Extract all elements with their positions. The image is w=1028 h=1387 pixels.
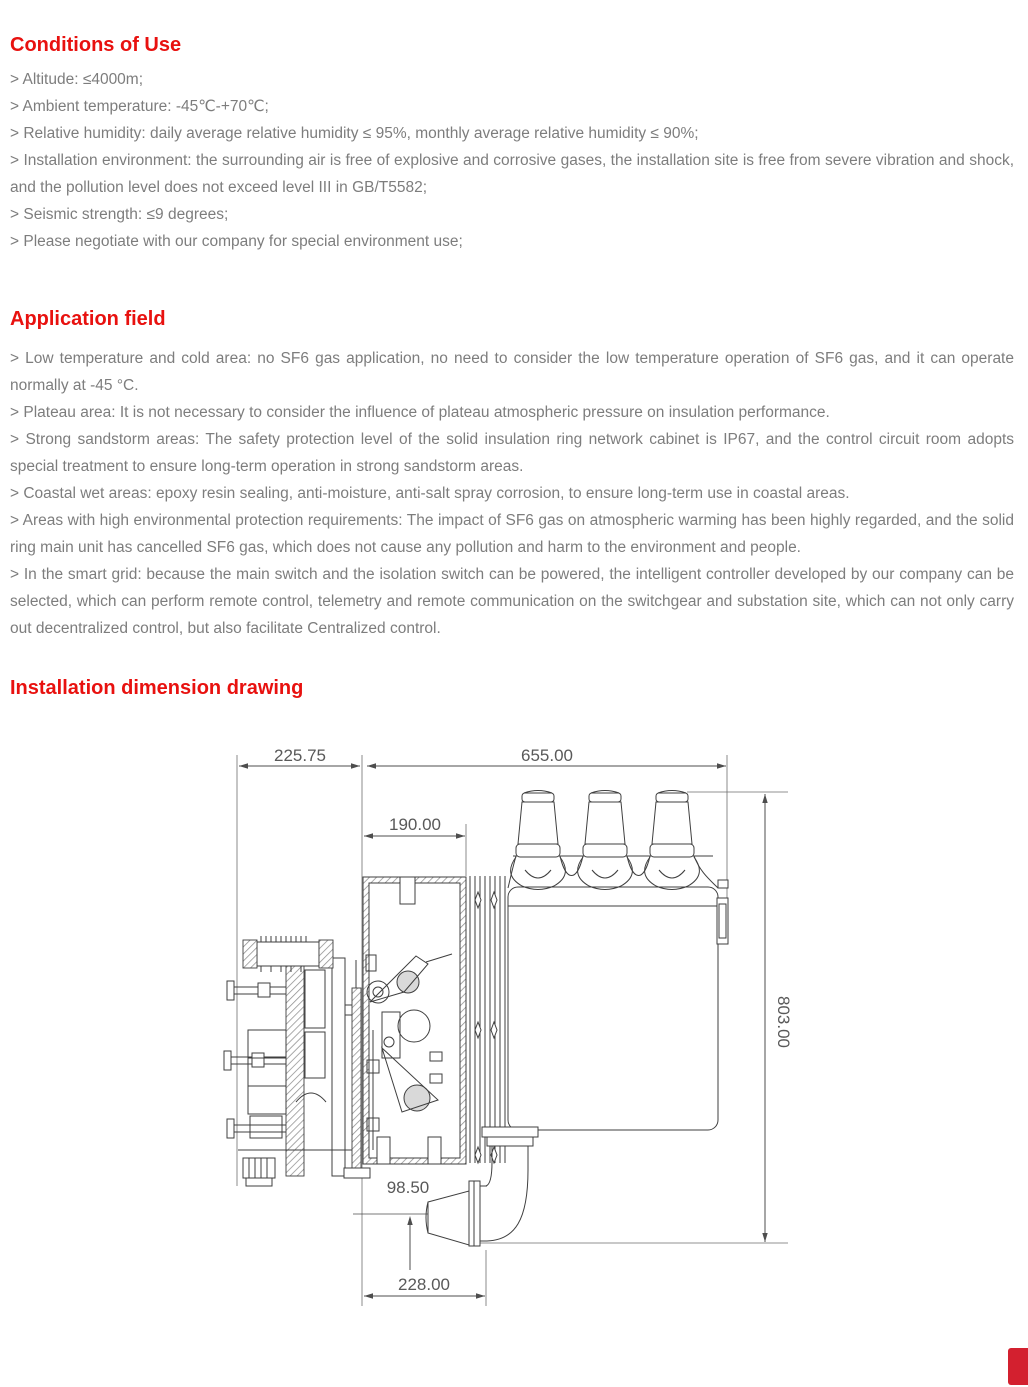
dim-label-655: 655.00 — [521, 746, 573, 765]
paragraph: > Installation environment: the surrounding air is free of explosive and corrosive gases, the installation site is free from severe vibration and shock, and the pollution level does not exceed level III in GB/T5582; — [10, 152, 1014, 196]
dim-label-98: 98.50 — [386, 1178, 430, 1197]
paragraph: > Low temperature and cold area: no SF6 gas application, no need to consider the low temperature operation of SF6 gas, and it can operate normally at -45 °C. — [10, 350, 1014, 394]
section-title-application: Application field — [10, 308, 166, 330]
paragraph: > Strong sandstorm areas: The safety protection level of the solid insulation ring network cabinet is IP67, and the control circuit room adopts special treatment to ensure long-term operation in strong sandstorm areas. — [10, 431, 1014, 475]
dim-label-190: 190.00 — [389, 815, 441, 834]
paragraph: > In the smart grid: because the main switch and the isolation switch can be powered, the intelligent controller developed by our company can be selected, which can perform remote control, telemetry and remote communication on the switchgear and substation site, which can not only carry out decentralized control, but also facilitate Centralized control. — [10, 566, 1014, 637]
section-title-installation: Installation dimension drawing — [10, 677, 304, 699]
paragraph: > Ambient temperature: -45℃-+70℃; — [10, 98, 269, 115]
application-list — [10, 345, 1014, 642]
paragraph: > Altitude: ≤4000m; — [10, 71, 144, 88]
dim-label-225: 225.75 — [274, 746, 326, 765]
paragraph: > Relative humidity: daily average relative humidity ≤ 95%, monthly average relative humidity ≤ 90%; — [10, 125, 699, 142]
dim-label-228: 228.00 — [398, 1275, 450, 1294]
section-title-conditions: Conditions of Use — [10, 34, 182, 56]
paragraph: > Areas with high environmental protection requirements: The impact of SF6 gas on atmospheric warming has been highly regarded, and the solid ring main unit has cancelled SF6 gas, which does not cause any pollution and harm to the environment and people. — [10, 512, 1014, 556]
paragraph: > Plateau area: It is not necessary to consider the influence of plateau atmospheric pressure on insulation performance. — [10, 404, 830, 421]
paragraph: > Seismic strength: ≤9 degrees; — [10, 206, 229, 223]
paragraph: > Please negotiate with our company for special environment use; — [10, 233, 463, 250]
conditions-list — [10, 66, 1014, 255]
bushing-insulators — [511, 791, 700, 890]
page-content — [0, 33, 1028, 1354]
left-mechanism — [224, 936, 370, 1186]
mechanism-chamber — [363, 877, 466, 1164]
dim-label-803: 803.00 — [774, 996, 793, 1048]
bellows — [470, 876, 505, 1163]
paragraph: > Coastal wet areas: epoxy resin sealing, anti-moisture, anti-salt spray corrosion, to ensure long-term use in coastal areas. — [10, 485, 850, 502]
technical-drawing — [0, 730, 1028, 1354]
main-tank — [508, 856, 728, 1130]
